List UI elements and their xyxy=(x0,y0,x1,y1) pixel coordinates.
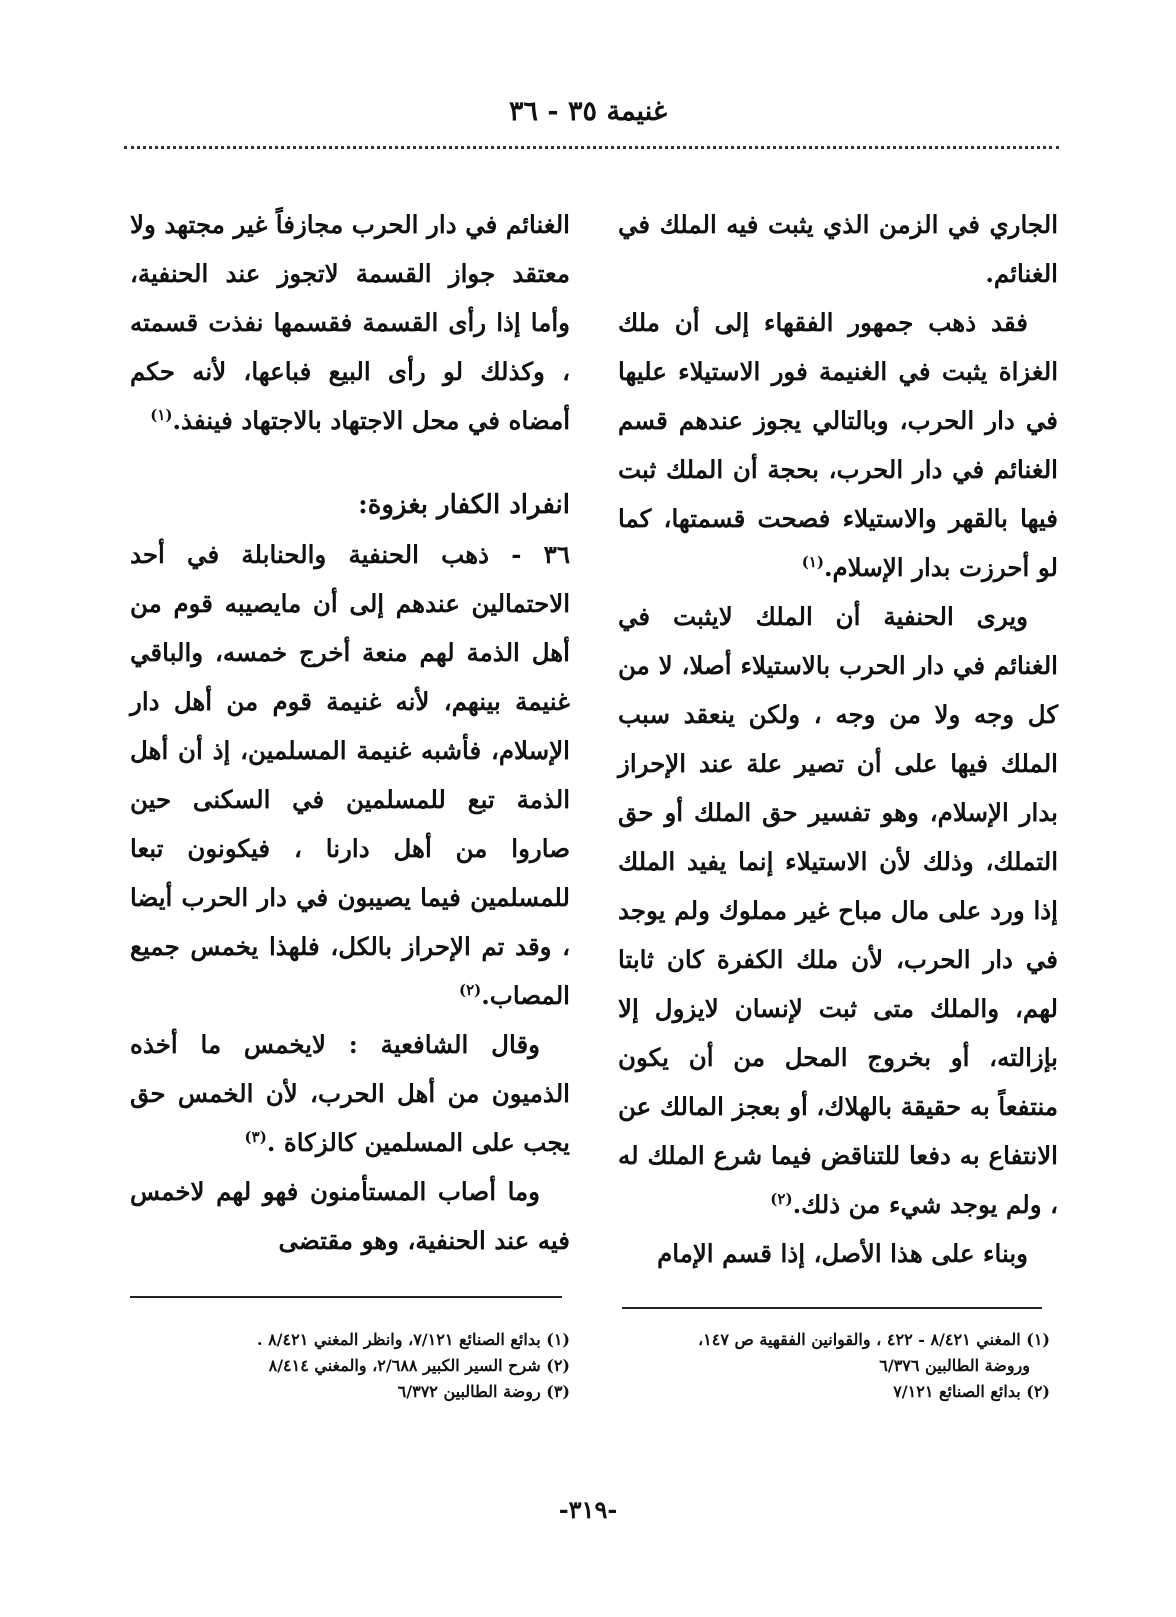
footnotes-left xyxy=(130,1327,570,1405)
footnote: (٣) روضة الطالبين ٦/٣٧٢ xyxy=(397,1382,570,1401)
page-number: -٣١٩- xyxy=(558,1495,618,1524)
header-dotted-rule xyxy=(124,146,1059,149)
footnote-continuation: وروضة الطالبين ٦/٣٧٦ xyxy=(879,1356,1030,1375)
paragraph: الجاري في الزمن الذي يثبت فيه الملك في الغنائم. xyxy=(618,210,1058,288)
footnote-ref: (٣) xyxy=(244,1127,267,1146)
footnote: (٢) بدائع الصنائع ٧/١٢١ xyxy=(893,1382,1050,1401)
footnote: (١) المغني ٨/٤٢١ - ٤٢٢ ، والقوانين الفقهية ص ١٤٧، xyxy=(697,1330,1050,1349)
footnote: (١) بدائع الصنائع ٧/١٢١، وانظر المغني ٨/٤٢١ . xyxy=(256,1330,570,1349)
section-gap xyxy=(130,445,570,481)
paragraph: الغنائم في دار الحرب مجازفاً غير مجتهد ولا معتقد جواز القسمة لاتجوز عند الحنفية، وأما إذا رأى القسمة فقسمها نفذت قسمته ، وكذلك لو رأى البيع فباعها، لأنه حكم أمضاه في محل الاجتهاد بالاجتهاد فينفذ.$^{(١)}$ xyxy=(130,210,570,435)
footnote-ref: (١) xyxy=(801,552,824,571)
running-header: غنيمة ٣٥ - ٣٦ xyxy=(509,96,667,127)
footnote-divider-right xyxy=(622,1307,1042,1309)
section-heading: انفراد الكفار بغزوة: xyxy=(358,490,570,520)
paragraph: فقد ذهب جمهور الفقهاء إلى أن ملك الغزاة يثبت في الغنيمة فور الاستيلاء عليها في دار الحرب، وبالتالي يجوز عندهم قسم الغنائم في دار الحرب، بحجة أن الملك ثبت فيها بالقهر والاستيلاء فصحت قسمتها، كما لو أحرزت بدار الإسلام.$^{(١)}$ xyxy=(618,308,1058,582)
footnote-ref: (٢) xyxy=(458,980,482,999)
footnote-ref: (١) xyxy=(150,405,173,424)
footnote: (٢) شرح السير الكبير ٢/٦٨٨، والمغني ٨/٤١٤ xyxy=(268,1356,570,1375)
paragraph: ويرى الحنفية أن الملك لايثبت في الغنائم في دار الحرب بالاستيلاء أصلا، لا من كل وجه ولا من وجه ، ولكن ينعقد سبب الملك فيها على أن تصير علة عند الإحراز بدار الإسلام، وهو تفسير حق الملك أو حق التملك، وذلك لأن الاستيلاء إنما يفيد الملك إذا ورد على مال مباح غير مملوك ولم يوجد في دار الحرب، لأن ملك الكفرة كان ثابتا لهم، والملك متى ثبت لإنسان لايزول إلا بإزالته، أو بخروج المحل من أن يكون منتفعاً به حقيقة بالهلاك، أو بعجز المالك عن الانتفاع به دفعا للتناقض فيما شرع الملك له ، ولم يوجد شيء من ذلك.$^{(٢)}$ xyxy=(618,602,1058,1219)
left-column xyxy=(130,200,570,1265)
paragraph: وقال الشافعية : لايخمس ما أخذه الذميون من أهل الحرب، لأن الخمس حق يجب على المسلمين كالزكاة .$^{(٣)}$ xyxy=(130,1030,570,1157)
footnote-ref: (٢) xyxy=(770,1189,793,1208)
paragraph: وبناء على هذا الأصل، إذا قسم الإمام xyxy=(657,1239,1028,1268)
paragraph: ٣٦ - ذهب الحنفية والحنابلة في أحد الاحتمالين عندهم إلى أن مايصيبه قوم من أهل الذمة لهم منعة أخرج خمسه، والباقي غنيمة بينهم، لأنه غنيمة قوم من أهل دار الإسلام، فأشبه غنيمة المسلمين، إذ أن أهل الذمة تبع للمسلمين في السكنى حين صاروا من أهل دارنا ، فيكونون تبعا للمسلمين فيما يصيبون في دار الحرب أيضا ، وقد تم الإحراز بالكل، فلهذا يخمس جميع المصاب.$^{(٢)}$ xyxy=(130,540,570,1010)
footnote-divider-left xyxy=(130,1296,562,1298)
footnotes-right xyxy=(610,1327,1050,1405)
right-column xyxy=(618,200,1058,1278)
paragraph: وما أصاب المستأمنون فهو لهم لاخمس فيه عند الحنفية، وهو مقتضى xyxy=(130,1177,570,1255)
